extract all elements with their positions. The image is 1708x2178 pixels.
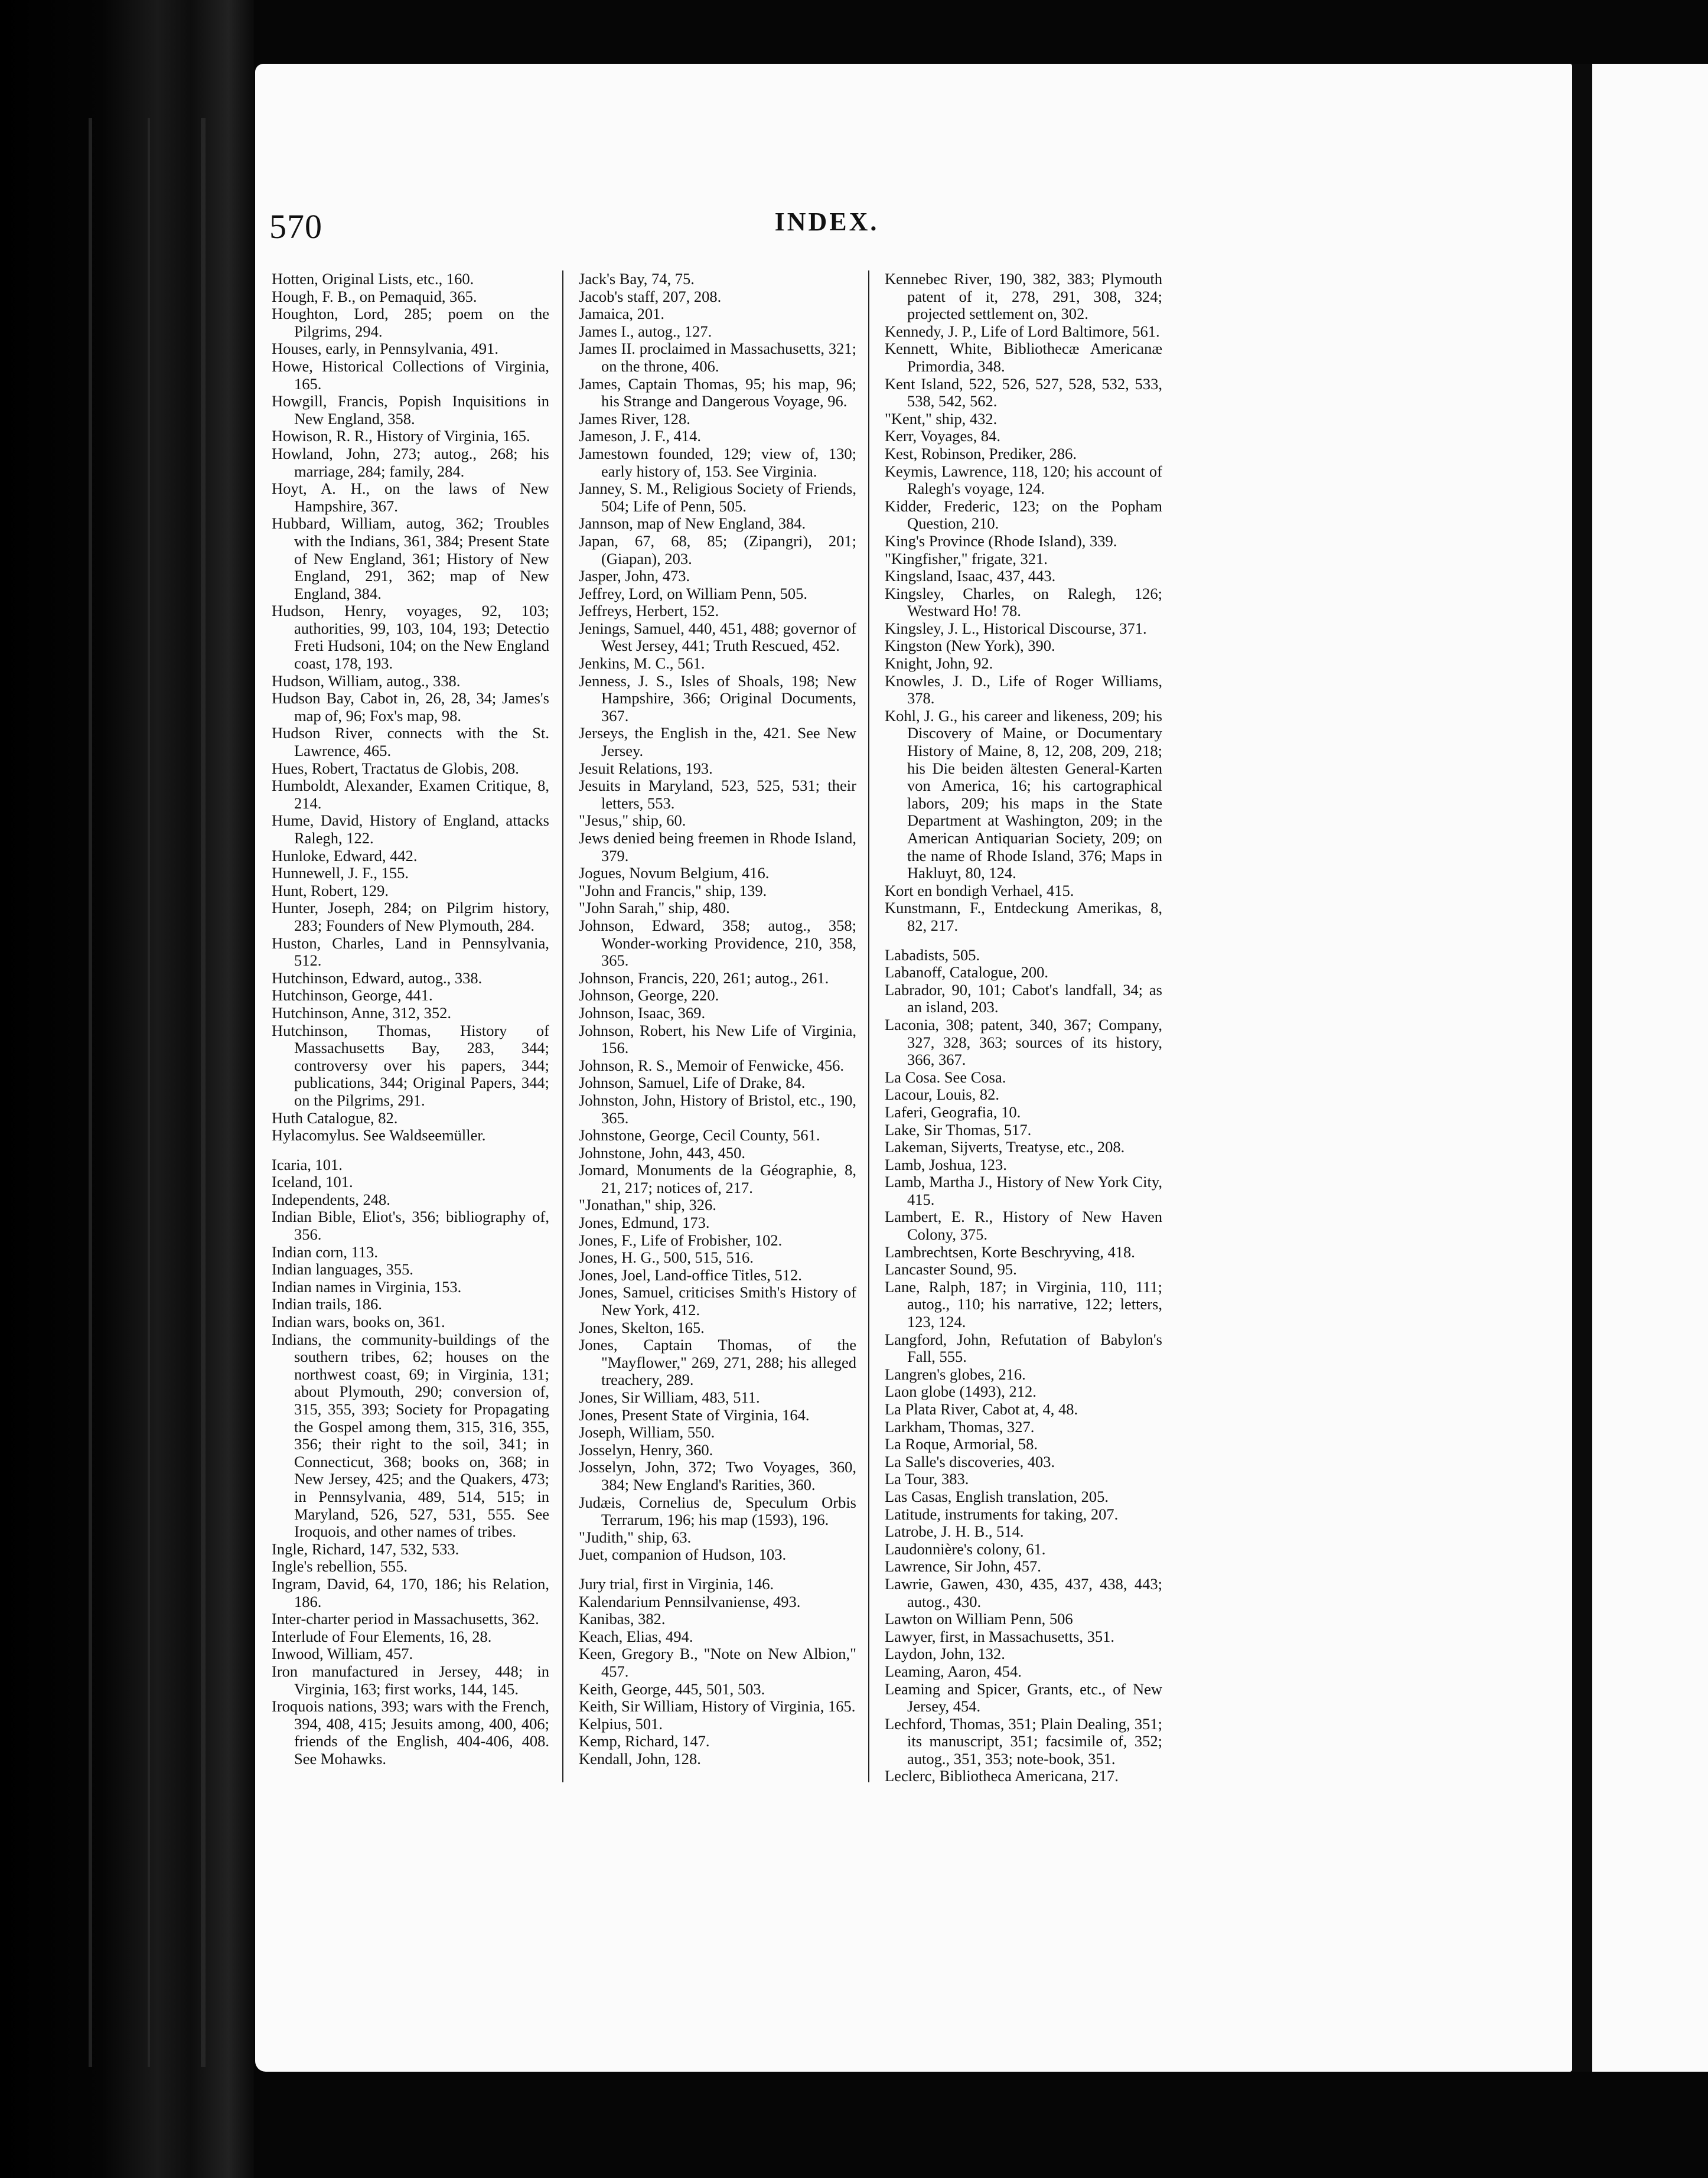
index-entry: Hues, Robert, Tractatus de Globis, 208. — [272, 759, 519, 777]
index-entry: Iron manufactured in Jersey, 448; in Virginia, 163; first works, 144, 145. — [272, 1662, 549, 1698]
index-entry: Keymis, Lawrence, 118, 120; his account of Ralegh's voyage, 124. — [885, 462, 1162, 498]
index-entry: "Judith," ship, 63. — [579, 1528, 692, 1546]
index-column-2 — [579, 270, 856, 1768]
index-entry: Jones, F., Life of Frobisher, 102. — [579, 1231, 783, 1249]
index-entry: Johnstone, John, 443, 450. — [579, 1143, 745, 1162]
index-entry: Jones, Skelton, 165. — [579, 1318, 705, 1336]
index-entry: Jenness, J. S., Isles of Shoals, 198; New Hampshire, 366; Original Documents, 367. — [579, 671, 856, 725]
index-entry: Johnson, Francis, 220, 261; autog., 261. — [579, 969, 829, 987]
index-entry: Johnson, Samuel, Life of Drake, 84. — [579, 1074, 806, 1092]
index-entry: Jews denied being freemen in Rhode Island, 379. — [579, 829, 856, 865]
index-entry: Lambrechtsen, Korte Beschryving, 418. — [885, 1243, 1135, 1261]
index-entry: Johnson, Robert, his New Life of Virginia, 156. — [579, 1021, 856, 1057]
index-entry: Howe, Historical Collections of Virginia, 165. — [272, 357, 549, 393]
index-entry: Jomard, Monuments de la Géographie, 8, 21, 217; notices of, 217. — [579, 1161, 856, 1196]
page-gutter-shadow — [1572, 64, 1592, 2072]
index-entry: Jeffrey, Lord, on William Penn, 505. — [579, 584, 808, 602]
index-entry: Hunnewell, J. F., 155. — [272, 864, 409, 882]
index-entry: Johnson, Isaac, 369. — [579, 1003, 706, 1022]
index-entry: Lawrence, Sir John, 457. — [885, 1557, 1041, 1576]
index-entry: Jack's Bay, 74, 75. — [579, 270, 695, 288]
index-entry: Lane, Ralph, 187; in Virginia, 110, 111; autog., 110; his narrative, 122; letters, 123, 124. — [885, 1277, 1162, 1331]
index-entry: Lawrie, Gawen, 430, 435, 437, 438, 443; autog., 430. — [885, 1574, 1162, 1610]
index-entry: Jesuits in Maryland, 523, 525, 531; their letters, 553. — [579, 777, 856, 812]
index-entry: La Cosa. See Cosa. — [885, 1068, 1006, 1086]
index-entry: Keith, Sir William, History of Virginia, 165. — [579, 1697, 856, 1716]
index-entry: Johnstone, George, Cecil County, 561. — [579, 1126, 820, 1145]
index-entry: "John Sarah," ship, 480. — [579, 899, 730, 917]
index-entry: Josselyn, Henry, 360. — [579, 1440, 713, 1459]
index-entry: Jerseys, the English in the, 421. See New Jersey. — [579, 724, 856, 760]
index-entry: Leaming and Spicer, Grants, etc., of New Jersey, 454. — [885, 1680, 1162, 1716]
index-entry: Laconia, 308; patent, 340, 367; Company, 327, 328, 363; sources of its history, 366, 367. — [885, 1015, 1162, 1069]
index-entry: "Jesus," ship, 60. — [579, 811, 686, 830]
index-entry: Inwood, William, 457. — [272, 1645, 413, 1663]
index-entry: Kennebec River, 190, 382, 383; Plymouth patent of it, 278, 291, 308, 324; projected settlement on, 302. — [885, 270, 1162, 323]
index-entry: Leaming, Aaron, 454. — [885, 1662, 1022, 1680]
index-entry: Jones, Captain Thomas, of the "Mayflower," 269, 271, 288; his alleged treachery, 289. — [579, 1336, 856, 1389]
index-entry: Laon globe (1493), 212. — [885, 1383, 1036, 1401]
index-entry: Howgill, Francis, Popish Inquisitions in New England, 358. — [272, 392, 549, 428]
index-entry: Jacob's staff, 207, 208. — [579, 287, 722, 305]
index-entry: Hutchinson, Thomas, History of Massachusetts Bay, 283, 344; controversy over his papers, 344; publications, 344; Original Papers, 344; on the Pilgrims, 291. — [272, 1021, 549, 1109]
index-entry: Hotten, Original Lists, etc., 160. — [272, 270, 474, 288]
index-entry: "John and Francis," ship, 139. — [579, 881, 767, 899]
book-spine-edge — [0, 0, 254, 2178]
index-entry: Kingsland, Isaac, 437, 443. — [885, 567, 1056, 585]
spine-texture — [201, 118, 206, 2067]
index-entry: Kidder, Frederic, 123; on the Popham Question, 210. — [885, 497, 1162, 533]
index-entry: La Plata River, Cabot at, 4, 48. — [885, 1400, 1078, 1418]
index-entry: Indian wars, books on, 361. — [272, 1313, 445, 1331]
index-entry: Hubbard, William, autog, 362; Troubles with the Indians, 361, 384; Present State of New England, 361; History of New England, 291, 362; map of New England, 384. — [272, 514, 549, 602]
index-entry: La Tour, 383. — [885, 1470, 969, 1488]
index-entry: Japan, 67, 68, 85; (Zipangri), 201; (Giapan), 203. — [579, 532, 856, 568]
index-entry: Lambert, E. R., History of New Haven Colony, 375. — [885, 1208, 1162, 1244]
index-entry: Hutchinson, Edward, autog., 338. — [272, 969, 483, 987]
index-entry: Inter-charter period in Massachusetts, 362. — [272, 1610, 539, 1628]
index-entry: Hough, F. B., on Pemaquid, 365. — [272, 287, 477, 305]
index-entry: Kunstmann, F., Entdeckung Amerikas, 8, 82, 217. — [885, 899, 1162, 934]
index-entry: Houses, early, in Pennsylvania, 491. — [272, 340, 498, 358]
index-entry: Latrobe, J. H. B., 514. — [885, 1522, 1024, 1541]
index-entry: Las Casas, English translation, 205. — [885, 1487, 1109, 1505]
index-entry: Howison, R. R., History of Virginia, 165. — [272, 427, 530, 445]
index-entry: Jones, Sir William, 483, 511. — [579, 1388, 760, 1406]
index-entry: Huston, Charles, Land in Pennsylvania, 512. — [272, 934, 549, 970]
page-number: 570 — [269, 207, 322, 246]
index-entry: Kingsley, J. L., Historical Discourse, 371. — [885, 619, 1147, 637]
index-entry: Hutchinson, George, 441. — [272, 986, 433, 1005]
index-entry: Keen, Gregory B., "Note on New Albion," 457. — [579, 1645, 856, 1680]
index-entry: Kerr, Voyages, 84. — [885, 427, 1000, 445]
index-entry: Hunter, Joseph, 284; on Pilgrim history, 283; Founders of New Plymouth, 284. — [272, 899, 549, 934]
index-entry: Hylacomylus. See Waldseemüller. — [272, 1126, 486, 1145]
index-entry: Keach, Elias, 494. — [579, 1627, 693, 1645]
index-entry: Kanibas, 382. — [579, 1610, 666, 1628]
index-entry: Knowles, J. D., Life of Roger Williams, 378. — [885, 671, 1162, 707]
index-entry: Kennett, White, Bibliothecæ Americanæ Primordia, 348. — [885, 340, 1162, 375]
index-entry: Lawton on William Penn, 506 — [885, 1610, 1073, 1628]
index-entry: Kingsley, Charles, on Ralegh, 126; Westward Ho! 78. — [885, 584, 1162, 620]
index-entry: Kelpius, 501. — [579, 1714, 663, 1733]
index-entry: Labadists, 505. — [885, 945, 980, 964]
facing-page-edge — [1592, 64, 1708, 2072]
index-entry: Lamb, Martha J., History of New York City, 415. — [885, 1173, 1162, 1208]
index-entry: Lamb, Joshua, 123. — [885, 1155, 1007, 1173]
index-entry: Kort en bondigh Verhael, 415. — [885, 881, 1074, 899]
index-entry: Jenings, Samuel, 440, 451, 488; governor of West Jersey, 441; Truth Rescued, 452. — [579, 619, 856, 655]
index-entry: Humboldt, Alexander, Examen Critique, 8, 214. — [272, 777, 549, 812]
index-entry: "Kingfisher," frigate, 321. — [885, 549, 1048, 568]
index-entry: Kest, Robinson, Prediker, 286. — [885, 444, 1077, 462]
index-entry: La Roque, Armorial, 58. — [885, 1435, 1038, 1453]
index-entry: Jasper, John, 473. — [579, 567, 690, 585]
index-entry: Larkham, Thomas, 327. — [885, 1417, 1035, 1436]
index-entry: Huth Catalogue, 82. — [272, 1108, 398, 1127]
index-entry: Johnson, R. S., Memoir of Fenwicke, 456. — [579, 1056, 845, 1074]
index-entry: Hunloke, Edward, 442. — [272, 846, 418, 865]
index-entry: Knight, John, 92. — [885, 654, 993, 673]
index-entry: Ingram, David, 64, 170, 186; his Relation, 186. — [272, 1574, 549, 1610]
index-entry: Kohl, J. G., his career and likeness, 209; his Discovery of Maine, or Documentary History of Maine, 8, 12, 208, 209, 218; his Die beiden ältesten General-Karten von America, 16; his cartographical labors, 209; his maps in the State Department at Washington, 209; in the American Antiquarian Society, 209; on the name of Rhode Island, 376; Maps in Hakluyt, 80, 124. — [885, 706, 1162, 882]
index-entry: Josselyn, John, 372; Two Voyages, 360, 384; New England's Rarities, 360. — [579, 1458, 856, 1494]
index-entry: Kendall, John, 128. — [579, 1749, 701, 1768]
index-column-1 — [272, 270, 549, 1768]
index-entry: James, Captain Thomas, 95; his map, 96; his Strange and Dangerous Voyage, 96. — [579, 374, 856, 410]
index-entry: Johnson, Edward, 358; autog., 358; Wonder-working Providence, 210, 358, 365. — [579, 916, 856, 970]
index-entry: Johnston, John, History of Bristol, etc., 190, 365. — [579, 1091, 856, 1127]
index-entry: Indian trails, 186. — [272, 1295, 382, 1313]
index-entry: Jones, Edmund, 173. — [579, 1214, 710, 1232]
index-entry: Hudson Bay, Cabot in, 26, 28, 34; James's map of, 96; Fox's map, 98. — [272, 689, 549, 725]
index-entry: Jannson, map of New England, 384. — [579, 514, 806, 533]
index-entry: Laydon, John, 132. — [885, 1645, 1005, 1663]
index-entry: Kalendarium Pennsilvaniense, 493. — [579, 1592, 801, 1610]
index-entry: Independents, 248. — [272, 1190, 390, 1208]
index-entry: Howland, John, 273; autog., 268; his marriage, 284; family, 284. — [272, 444, 549, 480]
index-column-3 — [885, 270, 1162, 1785]
index-entry: Leclerc, Bibliotheca Americana, 217. — [885, 1767, 1119, 1785]
page-title: INDEX. — [774, 207, 879, 236]
index-entry: Jones, Joel, Land-office Titles, 512. — [579, 1266, 802, 1284]
index-entry: Kemp, Richard, 147. — [579, 1732, 710, 1750]
column-rule — [868, 270, 869, 1782]
index-entry: Hume, David, History of England, attacks Ralegh, 122. — [272, 811, 549, 847]
index-entry: Judæis, Cornelius de, Speculum Orbis Terrarum, 196; his map (1593), 196. — [579, 1493, 856, 1529]
index-entry: Jeffreys, Herbert, 152. — [579, 602, 719, 620]
index-entry: Langren's globes, 216. — [885, 1365, 1026, 1383]
index-entry: Lawyer, first, in Massachusetts, 351. — [885, 1627, 1114, 1645]
index-entry: Latitude, instruments for taking, 207. — [885, 1505, 1119, 1523]
index-entry: Joseph, William, 550. — [579, 1423, 715, 1442]
index-entry: Jamestown founded, 129; view of, 130; early history of, 153. See Virginia. — [579, 444, 856, 480]
index-entry: Indian languages, 355. — [272, 1260, 413, 1279]
index-entry: Hudson River, connects with the St. Lawrence, 465. — [272, 724, 549, 760]
index-entry: Hudson, Henry, voyages, 92, 103; authorities, 99, 103, 104, 193; Detectio Freti Hudsoni, 104; on the New England coast, 178, 193. — [272, 602, 549, 673]
index-entry: Icaria, 101. — [272, 1155, 343, 1173]
index-entry: Lacour, Louis, 82. — [885, 1085, 999, 1104]
index-entry: Juet, companion of Hudson, 103. — [579, 1546, 787, 1564]
index-entry: King's Province (Rhode Island), 339. — [885, 532, 1117, 550]
index-entry: "Kent," ship, 432. — [885, 409, 998, 428]
index-entry: James II. proclaimed in Massachusetts, 321; on the throne, 406. — [579, 340, 856, 375]
index-entry: Kingston (New York), 390. — [885, 637, 1055, 655]
index-entry: Labrador, 90, 101; Cabot's landfall, 34; as an island, 203. — [885, 980, 1162, 1016]
index-entry: Houghton, Lord, 285; poem on the Pilgrims, 294. — [272, 305, 549, 340]
index-entry: Keith, George, 445, 501, 503. — [579, 1680, 765, 1698]
index-entry: Lechford, Thomas, 351; Plain Dealing, 351; its manuscript, 351; facsimile of, 352; autog., 351, 353; note-book, 351. — [885, 1714, 1162, 1768]
index-entry: Kennedy, J. P., Life of Lord Baltimore, 561. — [885, 322, 1160, 340]
spine-texture — [89, 118, 92, 2067]
index-entry: Langford, John, Refutation of Babylon's Fall, 555. — [885, 1330, 1162, 1366]
index-entry: Lakeman, Sijverts, Treatyse, etc., 208. — [885, 1138, 1125, 1156]
index-entry: Johnson, George, 220. — [579, 986, 719, 1005]
index-entry: Jamaica, 201. — [579, 305, 664, 323]
index-entry: Jameson, J. F., 414. — [579, 427, 701, 445]
index-entry: Laferi, Geografia, 10. — [885, 1103, 1021, 1121]
index-entry: Ingle's rebellion, 555. — [272, 1557, 408, 1576]
index-entry: Indian names in Virginia, 153. — [272, 1277, 462, 1296]
index-entry: Janney, S. M., Religious Society of Friends, 504; Life of Penn, 505. — [579, 480, 856, 515]
index-entry: Kent Island, 522, 526, 527, 528, 532, 533, 538, 542, 562. — [885, 374, 1162, 410]
column-rule — [562, 270, 563, 1782]
index-entry: La Salle's discoveries, 403. — [885, 1452, 1055, 1471]
index-entry: Labanoff, Catalogue, 200. — [885, 963, 1048, 982]
index-entry: Hoyt, A. H., on the laws of New Hampshire, 367. — [272, 480, 549, 515]
index-entry: Iroquois nations, 393; wars with the French, 394, 408, 415; Jesuits among, 400, 406; friends of the English, 404-406, 408. See Mohawks. — [272, 1697, 549, 1768]
index-entry: Indians, the community-buildings of the southern tribes, 62; houses on the northwest coast, 69; in Virginia, 131; about Plymouth, 290; conversion of, 315, 355, 393; Society for Propagating the Gospel among them, 315, 316, 355, 356; their right to the soil, 341; in Connecticut, 368; books on, 368; in New Jersey, 425; and the Quakers, 473; in Pennsylvania, 489, 514, 515; in Maryland, 526, 527, 531, 555. See Iroquois, and other names of tribes. — [272, 1330, 549, 1541]
index-entry: James I., autog., 127. — [579, 322, 712, 340]
index-entry: Lake, Sir Thomas, 517. — [885, 1120, 1032, 1139]
spine-texture — [148, 118, 150, 2067]
index-entry: Jones, Samuel, criticises Smith's History of New York, 412. — [579, 1283, 856, 1319]
index-entry: Jones, H. G., 500, 515, 516. — [579, 1248, 754, 1267]
index-entry: Jenkins, M. C., 561. — [579, 654, 705, 673]
index-entry: Laudonnière's colony, 61. — [885, 1540, 1046, 1558]
index-entry: Interlude of Four Elements, 16, 28. — [272, 1627, 492, 1645]
index-entry: Lancaster Sound, 95. — [885, 1260, 1017, 1279]
index-entry: Ingle, Richard, 147, 532, 533. — [272, 1540, 459, 1558]
index-entry: James River, 128. — [579, 409, 690, 428]
index-entry: Jogues, Novum Belgium, 416. — [579, 864, 770, 882]
index-entry: Hudson, William, autog., 338. — [272, 671, 461, 690]
index-entry: Jones, Present State of Virginia, 164. — [579, 1406, 810, 1424]
index-entry: Indian corn, 113. — [272, 1243, 379, 1261]
index-entry: Iceland, 101. — [272, 1173, 353, 1191]
index-entry: "Jonathan," ship, 326. — [579, 1196, 716, 1214]
index-entry: Indian Bible, Eliot's, 356; bibliography of, 356. — [272, 1208, 549, 1244]
index-entry: Jury trial, first in Virginia, 146. — [579, 1574, 774, 1593]
index-entry: Jesuit Relations, 193. — [579, 759, 713, 777]
index-entry: Hutchinson, Anne, 312, 352. — [272, 1003, 451, 1022]
index-entry: Hunt, Robert, 129. — [272, 881, 389, 899]
